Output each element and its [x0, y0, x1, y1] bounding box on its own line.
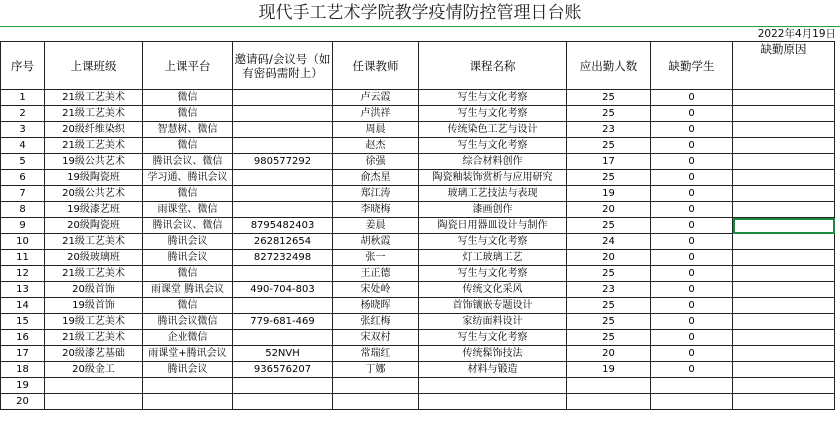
- header-teacher[interactable]: 任课教师: [333, 42, 419, 90]
- cell-no[interactable]: 20: [1, 394, 45, 410]
- cell-expected[interactable]: 25: [567, 106, 651, 122]
- table-row: [1, 234, 835, 250]
- report-date: 2022年4月19日: [757, 28, 836, 40]
- cell-class[interactable]: 20级金工: [45, 362, 143, 378]
- cell-absent[interactable]: 0: [651, 314, 733, 330]
- cell-reason[interactable]: [733, 394, 835, 410]
- table-row: [1, 394, 835, 410]
- cell-no[interactable]: 17: [1, 346, 45, 362]
- cell-code[interactable]: 980577292: [233, 154, 333, 170]
- cell-teacher[interactable]: 赵杰: [333, 138, 419, 154]
- cell-no[interactable]: 16: [1, 330, 45, 346]
- cell-code[interactable]: 262812654: [233, 234, 333, 250]
- cell-class[interactable]: 19级陶瓷班: [45, 170, 143, 186]
- cell-absent[interactable]: 0: [651, 234, 733, 250]
- cell-class[interactable]: [45, 378, 143, 394]
- cell-expected[interactable]: 25: [567, 218, 651, 234]
- cell-class[interactable]: 20级首饰: [45, 282, 143, 298]
- cell-no[interactable]: 11: [1, 250, 45, 266]
- cell-teacher[interactable]: 宋处岭: [333, 282, 419, 298]
- cell-no[interactable]: 8: [1, 202, 45, 218]
- cell-reason[interactable]: [733, 170, 835, 186]
- cell-class[interactable]: 19级首饰: [45, 298, 143, 314]
- cell-absent[interactable]: 0: [651, 154, 733, 170]
- table-row: [1, 250, 835, 266]
- cell-course[interactable]: [419, 378, 567, 394]
- table-row: [1, 170, 835, 186]
- cell-expected[interactable]: [567, 394, 651, 410]
- cell-teacher[interactable]: [333, 378, 419, 394]
- cell-course[interactable]: 传统髹饰技法: [419, 346, 567, 362]
- cell-course[interactable]: 写生与文化考察: [419, 234, 567, 250]
- header-no[interactable]: 序号: [1, 42, 45, 90]
- cell-code[interactable]: [233, 378, 333, 394]
- table-row: [1, 266, 835, 282]
- cell-code[interactable]: 779-681-469: [233, 314, 333, 330]
- cell-no[interactable]: 19: [1, 378, 45, 394]
- cell-teacher[interactable]: 李晓梅: [333, 202, 419, 218]
- table-row: [1, 330, 835, 346]
- cell-reason[interactable]: [733, 378, 835, 394]
- cell-code[interactable]: [233, 394, 333, 410]
- table-row: [1, 154, 835, 170]
- cell-class[interactable]: 20级玻璃班: [45, 250, 143, 266]
- table-row: [1, 186, 835, 202]
- cell-expected[interactable]: 25: [567, 298, 651, 314]
- cell-absent[interactable]: 0: [651, 250, 733, 266]
- cell-class[interactable]: 19级漆艺班: [45, 202, 143, 218]
- cell-expected[interactable]: 25: [567, 138, 651, 154]
- cell-class[interactable]: 21级工艺美术: [45, 266, 143, 282]
- cell-class[interactable]: 19级公共艺术: [45, 154, 143, 170]
- cell-reason[interactable]: [733, 154, 835, 170]
- table-row: [1, 378, 835, 394]
- cell-teacher[interactable]: 姜晨: [333, 218, 419, 234]
- cell-class[interactable]: 19级工艺美术: [45, 314, 143, 330]
- cell-platform[interactable]: 智慧树、微信: [143, 122, 233, 138]
- cell-course[interactable]: 家纺面料设计: [419, 314, 567, 330]
- cell-course[interactable]: 写生与文化考察: [419, 106, 567, 122]
- cell-absent[interactable]: 0: [651, 138, 733, 154]
- cell-absent[interactable]: 0: [651, 122, 733, 138]
- cell-reason[interactable]: [733, 250, 835, 266]
- cell-expected[interactable]: 17: [567, 154, 651, 170]
- cell-expected[interactable]: 25: [567, 314, 651, 330]
- cell-no[interactable]: 2: [1, 106, 45, 122]
- cell-expected[interactable]: [567, 378, 651, 394]
- header-code[interactable]: 邀请码/会议号（如有密码需附上）: [233, 42, 333, 90]
- cell-class[interactable]: 20级纤维染织: [45, 122, 143, 138]
- cell-absent[interactable]: 0: [651, 298, 733, 314]
- cell-teacher[interactable]: 宋双村: [333, 330, 419, 346]
- cell-reason[interactable]: [733, 362, 835, 378]
- cell-platform[interactable]: 腾讯会议、微信: [143, 218, 233, 234]
- cell-course[interactable]: [419, 394, 567, 410]
- cell-expected[interactable]: 19: [567, 362, 651, 378]
- cell-platform[interactable]: 雨课堂、微信: [143, 202, 233, 218]
- cell-teacher[interactable]: 张红梅: [333, 314, 419, 330]
- cell-code[interactable]: 827232498: [233, 250, 333, 266]
- cell-class[interactable]: 20级陶瓷班: [45, 218, 143, 234]
- cell-teacher[interactable]: 王正德: [333, 266, 419, 282]
- table-row: [1, 218, 835, 234]
- cell-course[interactable]: 写生与文化考察: [419, 266, 567, 282]
- cell-absent[interactable]: [651, 378, 733, 394]
- cell-platform[interactable]: 微信: [143, 106, 233, 122]
- title-underline: [0, 26, 840, 27]
- cell-reason[interactable]: [733, 138, 835, 154]
- cell-course[interactable]: 首饰镶嵌专题设计: [419, 298, 567, 314]
- cell-no[interactable]: 1: [1, 90, 45, 106]
- cell-absent[interactable]: 0: [651, 170, 733, 186]
- cell-absent[interactable]: 0: [651, 282, 733, 298]
- cell-expected[interactable]: 20: [567, 250, 651, 266]
- cell-teacher[interactable]: 杨晓晖: [333, 298, 419, 314]
- cell-teacher[interactable]: 周晨: [333, 122, 419, 138]
- cell-reason[interactable]: [733, 122, 835, 138]
- sheet-title: 现代手工艺术学院教学疫情防控管理日台账: [258, 3, 582, 23]
- cell-expected[interactable]: 19: [567, 186, 651, 202]
- cell-code[interactable]: [233, 266, 333, 282]
- cell-code[interactable]: [233, 122, 333, 138]
- cell-course[interactable]: 灯工玻璃工艺: [419, 250, 567, 266]
- header-platform[interactable]: 上课平台: [143, 42, 233, 90]
- cell-absent[interactable]: 0: [651, 218, 733, 234]
- cell-expected[interactable]: 20: [567, 346, 651, 362]
- cell-platform[interactable]: 企业微信: [143, 330, 233, 346]
- cell-platform[interactable]: 微信: [143, 298, 233, 314]
- cell-code[interactable]: [233, 186, 333, 202]
- cell-teacher[interactable]: 张一: [333, 250, 419, 266]
- cell-reason[interactable]: [733, 346, 835, 362]
- cell-class[interactable]: 21级工艺美术: [45, 234, 143, 250]
- table-row: [1, 282, 835, 298]
- cell-code[interactable]: [233, 330, 333, 346]
- cell-platform[interactable]: 雨课堂 腾讯会议: [143, 282, 233, 298]
- table-row: [1, 314, 835, 330]
- cell-course[interactable]: 写生与文化考察: [419, 138, 567, 154]
- table-row: [1, 346, 835, 362]
- cell-absent[interactable]: 0: [651, 362, 733, 378]
- cell-no[interactable]: 12: [1, 266, 45, 282]
- cell-teacher[interactable]: 徐强: [333, 154, 419, 170]
- cell-expected[interactable]: 24: [567, 234, 651, 250]
- cell-code[interactable]: [233, 202, 333, 218]
- cell-code[interactable]: [233, 138, 333, 154]
- cell-absent[interactable]: 0: [651, 330, 733, 346]
- cell-absent[interactable]: 0: [651, 202, 733, 218]
- table-row: [1, 106, 835, 122]
- table-row: [1, 202, 835, 218]
- cell-teacher[interactable]: 丁娜: [333, 362, 419, 378]
- cell-no[interactable]: 5: [1, 154, 45, 170]
- cell-platform[interactable]: [143, 394, 233, 410]
- cell-absent[interactable]: 0: [651, 106, 733, 122]
- cell-class[interactable]: 21级工艺美术: [45, 90, 143, 106]
- header-reason[interactable]: 缺勤原因: [733, 42, 835, 90]
- cell-course[interactable]: 陶瓷釉装饰赏析与应用研究: [419, 170, 567, 186]
- cell-class[interactable]: 20级漆艺基础: [45, 346, 143, 362]
- cell-code[interactable]: 52NVH: [233, 346, 333, 362]
- cell-expected[interactable]: 25: [567, 170, 651, 186]
- cell-reason[interactable]: [733, 106, 835, 122]
- cell-platform[interactable]: 学习通、腾讯会议: [143, 170, 233, 186]
- table-body: [1, 90, 835, 410]
- cell-teacher[interactable]: 卢云霞: [333, 90, 419, 106]
- header-absent[interactable]: 缺勤学生: [651, 42, 733, 90]
- cell-platform[interactable]: 腾讯会议微信: [143, 314, 233, 330]
- cell-absent[interactable]: 0: [651, 186, 733, 202]
- cell-absent[interactable]: 0: [651, 266, 733, 282]
- cell-no[interactable]: 18: [1, 362, 45, 378]
- header-course[interactable]: 课程名称: [419, 42, 567, 90]
- cell-absent[interactable]: 0: [651, 90, 733, 106]
- table-row: [1, 90, 835, 106]
- cell-no[interactable]: 3: [1, 122, 45, 138]
- cell-class[interactable]: 20级公共艺术: [45, 186, 143, 202]
- cell-code[interactable]: 8795482403: [233, 218, 333, 234]
- cell-reason[interactable]: [733, 266, 835, 282]
- cell-platform[interactable]: 微信: [143, 90, 233, 106]
- cell-course[interactable]: 传统染色工艺与设计: [419, 122, 567, 138]
- cell-platform[interactable]: 腾讯会议: [143, 250, 233, 266]
- cell-code[interactable]: [233, 90, 333, 106]
- cell-course[interactable]: 漆画创作: [419, 202, 567, 218]
- cell-teacher[interactable]: 俞杰星: [333, 170, 419, 186]
- cell-no[interactable]: 6: [1, 170, 45, 186]
- cell-no[interactable]: 4: [1, 138, 45, 154]
- cell-code[interactable]: [233, 298, 333, 314]
- cell-expected[interactable]: 25: [567, 90, 651, 106]
- cell-reason[interactable]: [733, 218, 835, 234]
- cell-reason[interactable]: [733, 298, 835, 314]
- cell-code[interactable]: [233, 170, 333, 186]
- cell-code[interactable]: 936576207: [233, 362, 333, 378]
- cell-class[interactable]: 21级工艺美术: [45, 330, 143, 346]
- cell-absent[interactable]: 0: [651, 346, 733, 362]
- cell-no[interactable]: 10: [1, 234, 45, 250]
- cell-course[interactable]: 玻璃工艺技法与表现: [419, 186, 567, 202]
- cell-expected[interactable]: 20: [567, 202, 651, 218]
- cell-platform[interactable]: [143, 378, 233, 394]
- cell-expected[interactable]: 25: [567, 266, 651, 282]
- cell-platform[interactable]: 微信: [143, 186, 233, 202]
- header-class[interactable]: 上课班级: [45, 42, 143, 90]
- table-row: [1, 138, 835, 154]
- cell-reason[interactable]: [733, 282, 835, 298]
- cell-reason[interactable]: [733, 314, 835, 330]
- cell-platform[interactable]: 腾讯会议: [143, 362, 233, 378]
- cell-platform[interactable]: 微信: [143, 138, 233, 154]
- cell-reason[interactable]: [733, 90, 835, 106]
- cell-expected[interactable]: 23: [567, 282, 651, 298]
- attendance-table: [0, 41, 835, 410]
- cell-no[interactable]: 14: [1, 298, 45, 314]
- cell-expected[interactable]: 23: [567, 122, 651, 138]
- cell-course[interactable]: 材料与锻造: [419, 362, 567, 378]
- table-row: [1, 362, 835, 378]
- cell-code[interactable]: 490-704-803: [233, 282, 333, 298]
- cell-no[interactable]: 15: [1, 314, 45, 330]
- cell-reason[interactable]: [733, 186, 835, 202]
- cell-no[interactable]: 9: [1, 218, 45, 234]
- cell-platform[interactable]: 雨课堂+腾讯会议: [143, 346, 233, 362]
- cell-class[interactable]: 21级工艺美术: [45, 138, 143, 154]
- cell-reason[interactable]: [733, 234, 835, 250]
- cell-teacher[interactable]: 郑江涛: [333, 186, 419, 202]
- table-row: [1, 298, 835, 314]
- cell-class[interactable]: 21级工艺美术: [45, 106, 143, 122]
- cell-absent[interactable]: [651, 394, 733, 410]
- cell-teacher[interactable]: 常瑞红: [333, 346, 419, 362]
- header-expected[interactable]: 应出勤人数: [567, 42, 651, 90]
- cell-platform[interactable]: 腾讯会议: [143, 234, 233, 250]
- cell-teacher[interactable]: 胡秋霞: [333, 234, 419, 250]
- cell-class[interactable]: [45, 394, 143, 410]
- header-row: [1, 42, 835, 90]
- cell-expected[interactable]: 25: [567, 330, 651, 346]
- cell-reason[interactable]: [733, 202, 835, 218]
- cell-no[interactable]: 7: [1, 186, 45, 202]
- cell-no[interactable]: 13: [1, 282, 45, 298]
- cell-course[interactable]: 传统文化采风: [419, 282, 567, 298]
- cell-code[interactable]: [233, 106, 333, 122]
- cell-course[interactable]: 综合材料创作: [419, 154, 567, 170]
- cell-teacher[interactable]: [333, 394, 419, 410]
- cell-course[interactable]: 陶瓷日用器皿设计与制作: [419, 218, 567, 234]
- cell-platform[interactable]: 腾讯会议、微信: [143, 154, 233, 170]
- cell-platform[interactable]: 微信: [143, 266, 233, 282]
- table-row: [1, 122, 835, 138]
- cell-course[interactable]: 写生与文化考察: [419, 330, 567, 346]
- cell-course[interactable]: 写生与文化考察: [419, 90, 567, 106]
- cell-teacher[interactable]: 卢洪祥: [333, 106, 419, 122]
- cell-reason[interactable]: [733, 330, 835, 346]
